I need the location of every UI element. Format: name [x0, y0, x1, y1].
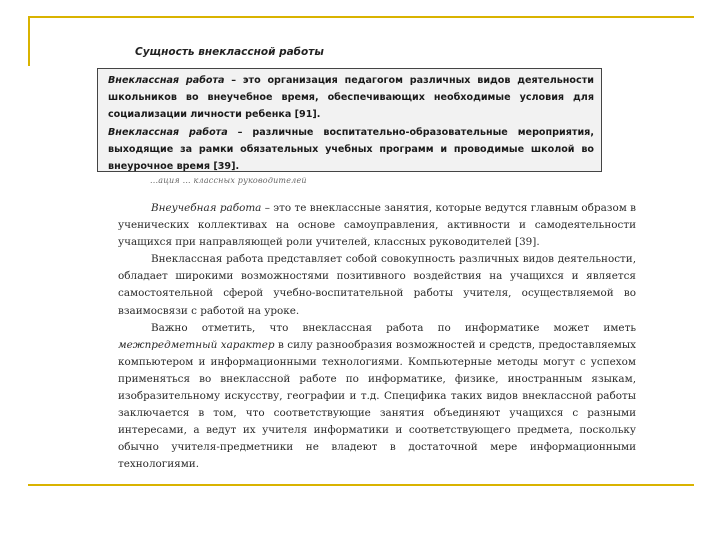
- definition-box: [97, 68, 602, 172]
- slide-frame-bottom-line: [28, 484, 694, 486]
- definition-2: [108, 124, 594, 176]
- definition-2-text: – различные воспитательно-образовательные мероприятия, выходящие за рамки обязательных учебных программ и проводимые школой во внеурочное время [39].: [108, 126, 594, 173]
- paragraph-1: [118, 200, 636, 251]
- definition-2-term: Внеклассная работа: [108, 126, 228, 138]
- paragraph-3-post: в силу разнообразия возможностей и средств, предоставляемых компьютером и информационными технологиями. Компьютерные методы могут с успехом применяться во внеклассной работе по информатике, физике, иностранным языкам, изобразительному искусству, географии и т.д. Специфика таких видов внеклассной работы заключается в том, что соответствующие занятия объединяют учащихся с разными интересами, а ведут их учителя информатики и соответствующего предмета, поскольку обычно учителя-предметники не владеют в достаточной мере информационными технологиями.: [118, 338, 636, 471]
- section-heading: Сущность внеклассной работы: [135, 46, 324, 58]
- definition-1: [108, 72, 594, 124]
- definition-1-text: – это организация педагогом различных видов деятельности школьников во внеучебное время, обеспечивающих необходимые условия для социализации личности ребенка [91].: [108, 75, 594, 121]
- definition-1-term: Внеклассная работа: [108, 75, 225, 86]
- paragraph-1-lead: Внеучебная работа: [151, 202, 262, 214]
- paragraph-1-text: – это те внеклассные занятия, которые ведутся главным образом в ученических коллективах на основе самоуправления, активности и самодеятельности учащихся при направляющей роли учителей, классных руководителей [39].: [118, 202, 636, 249]
- paragraph-2: Внеклассная работа представляет собой совокупность различных видов деятельности, обладает широкими возможностями позитивного воздействия на учащихся и является самостоятельной сферой учебно-воспитательной работы учителя, осуществляемой во взаимосвязи с работой на уроке.: [118, 253, 636, 317]
- body-text: [118, 200, 636, 474]
- cropped-text-line: ...ация ... классных руководителей: [150, 176, 307, 185]
- slide-frame-top-line: [28, 16, 694, 18]
- paragraph-3-pre: Важно отметить, что внеклассная работа по информатике может иметь: [151, 321, 636, 334]
- slide-frame-left-line: [28, 16, 30, 66]
- paragraph-3: [118, 320, 636, 474]
- paragraph-3-emphasis: межпредметный характер: [118, 338, 275, 351]
